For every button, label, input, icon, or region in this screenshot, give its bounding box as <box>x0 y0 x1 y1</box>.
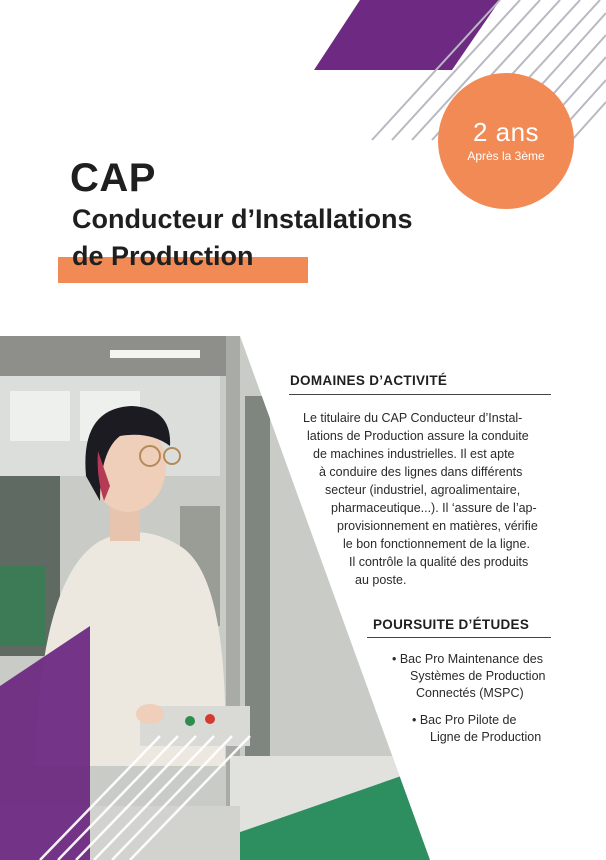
domaines-line: Le titulaire du CAP Conducteur d’Instal- <box>303 411 523 425</box>
poursuite-rule <box>367 637 551 638</box>
domaines-line: à conduire des lignes dans différents <box>319 465 523 479</box>
domaines-line: Il contrôle la qualité des produits <box>349 555 529 569</box>
domaines-line: provisionnement en matières, vérifie <box>337 519 538 533</box>
domaines-line: le bon fonctionnement de la ligne. <box>343 537 530 551</box>
poursuite-item-line: • Bac Pro Pilote de <box>412 713 517 727</box>
badge-duration: 2 ans <box>472 117 540 147</box>
purple-triangle-shape <box>314 0 500 70</box>
poursuite-item-line: Connectés (MSPC) <box>416 686 524 700</box>
poursuite-item-line: Ligne de Production <box>430 730 542 744</box>
title-cap: CAP <box>70 156 156 200</box>
domaines-line: de machines industrielles. Il est apte <box>313 447 515 461</box>
badge-subtitle: Après la 3ème <box>467 149 545 163</box>
domaines-line: secteur (industriel, agroalimentaire, <box>325 483 521 497</box>
duration-badge <box>438 73 574 209</box>
title-line-1: Conducteur d’Installations <box>72 204 413 234</box>
domaines-line: pharmaceutique...). Il ‘assure de l’ap- <box>331 501 537 515</box>
domaines-rule <box>289 394 551 395</box>
domaines-line: au poste. <box>355 573 407 587</box>
poursuite-item-line: • Bac Pro Maintenance des <box>392 652 543 666</box>
title-line-2: de Production <box>72 241 254 271</box>
domaines-heading: DOMAINES D’ACTIVITÉ <box>290 373 448 388</box>
poursuite-heading: POURSUITE D’ÉTUDES <box>373 617 530 632</box>
poursuite-item-line: Systèmes de Production <box>410 669 546 683</box>
domaines-line: lations de Production assure la conduite <box>307 429 529 443</box>
